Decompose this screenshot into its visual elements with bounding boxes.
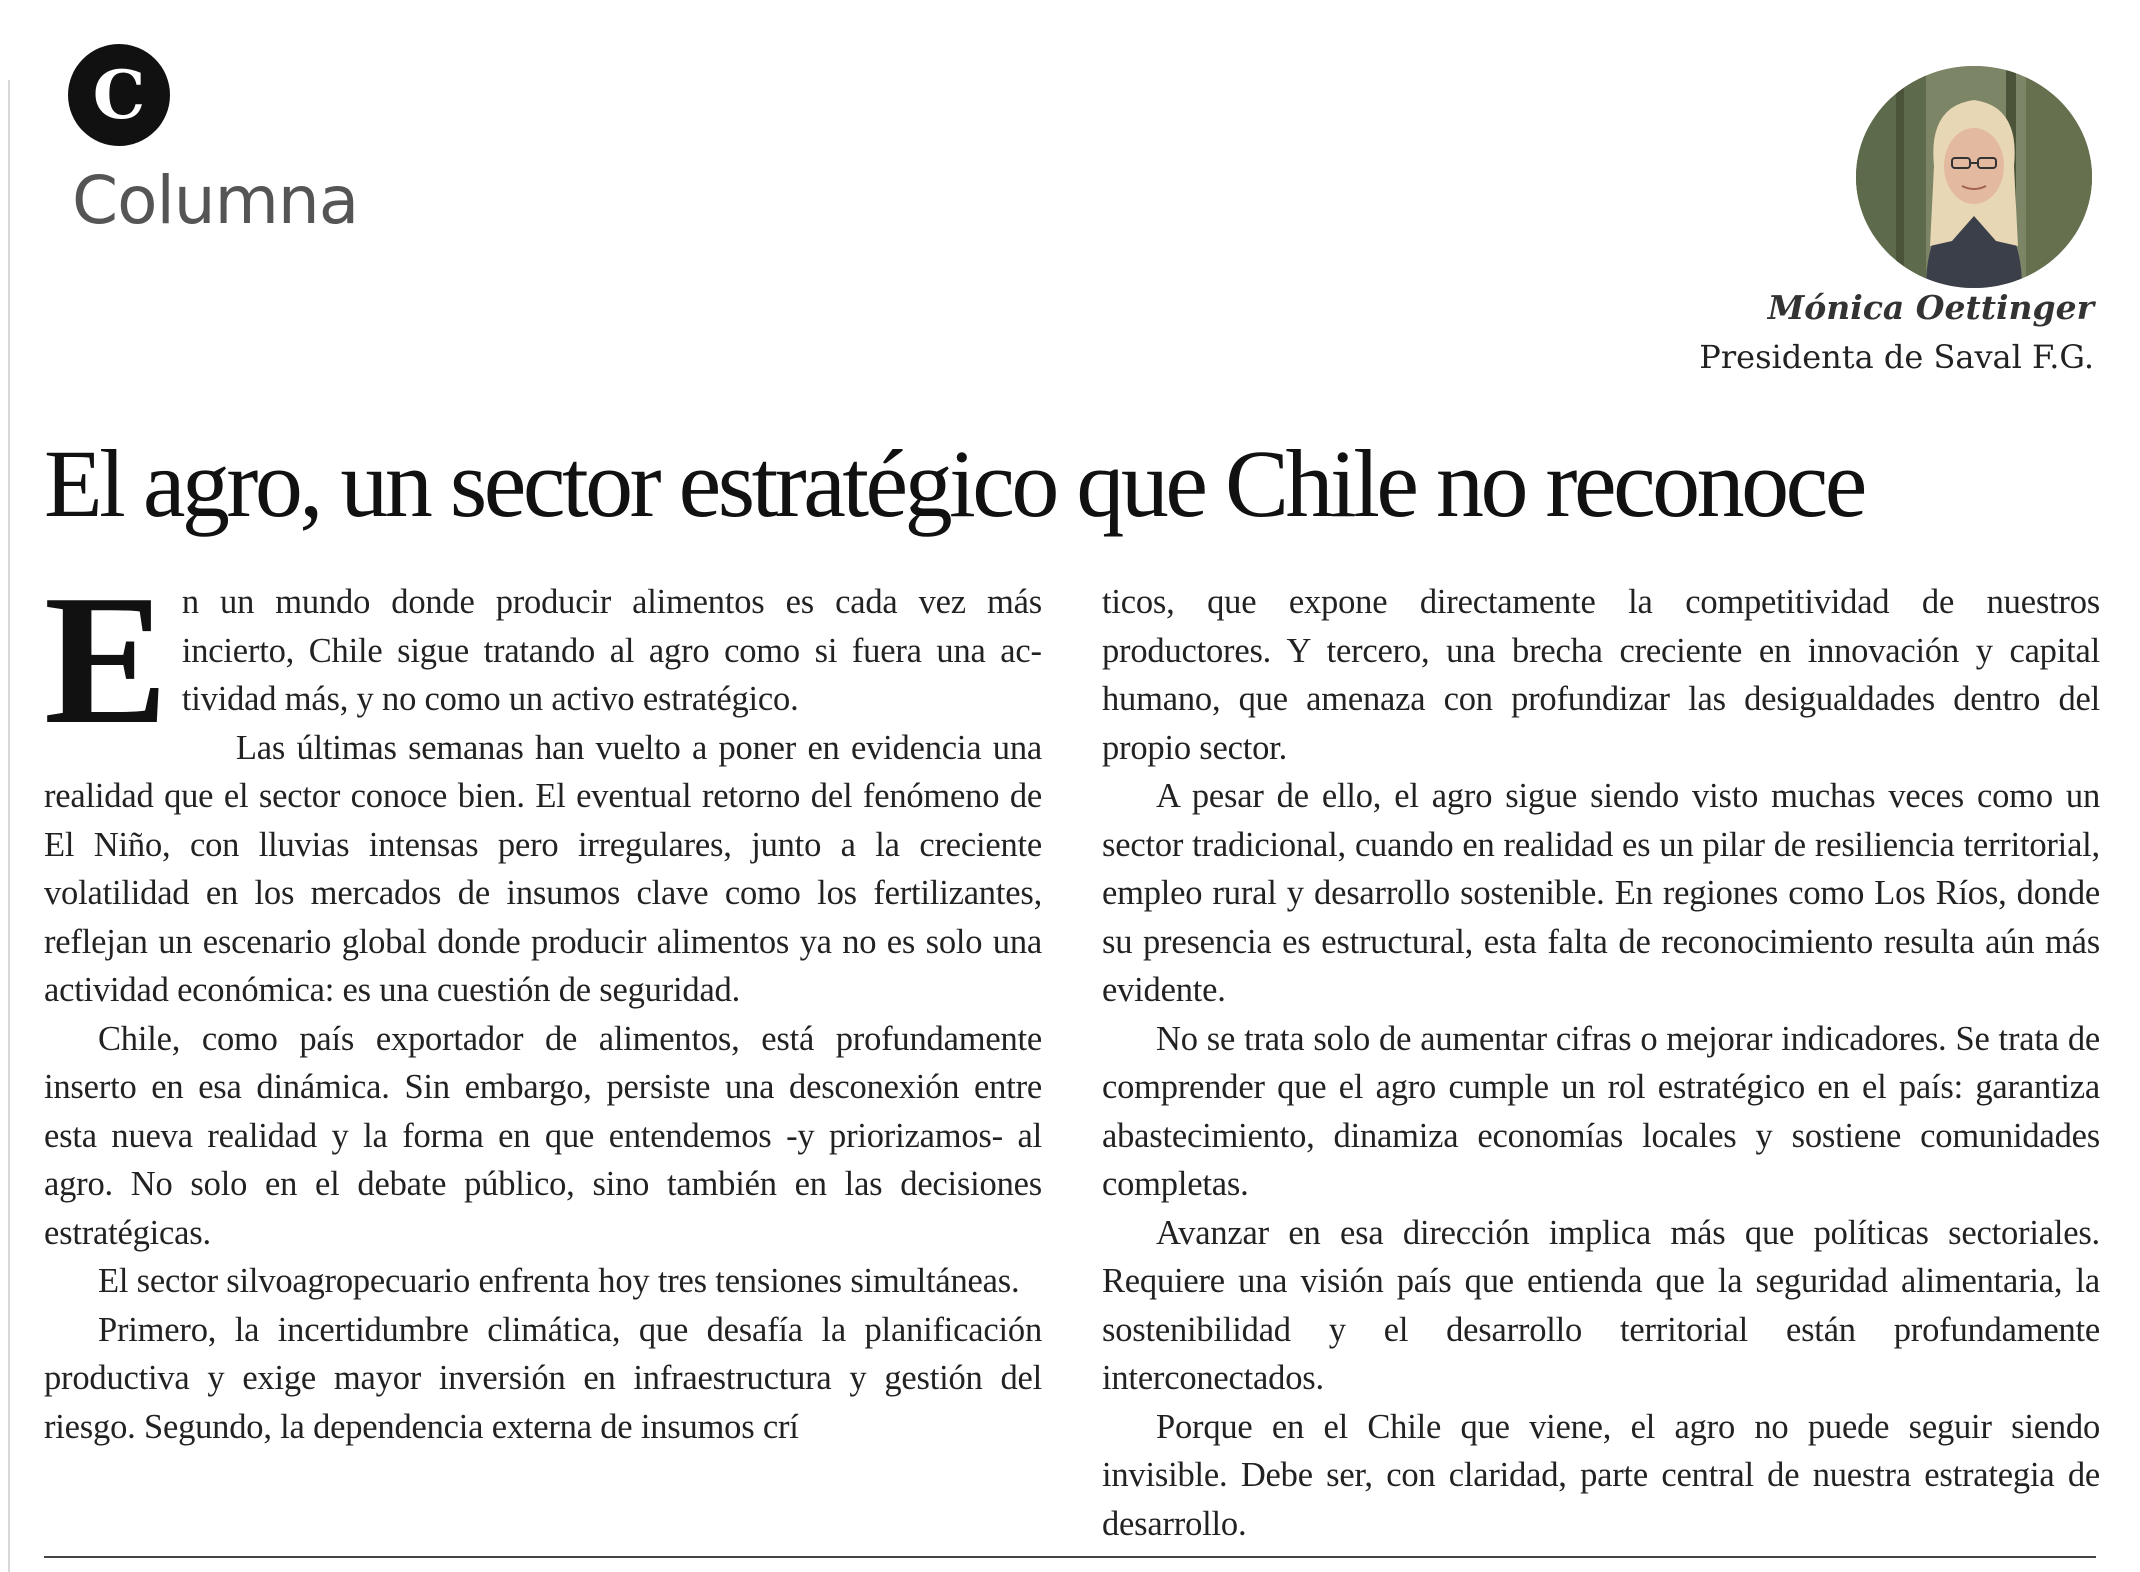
article-paragraph: ticos, que expone directamente la competitividad de nuestros productores. Y tercero, una brecha creciente en innovación y capital humano, que amenaza con profundizar las desigualdades dentro del propio sector. [1102, 583, 2100, 767]
author-name: Mónica Oettinger [1767, 288, 2094, 327]
section-badge [68, 44, 170, 146]
author-portrait-icon [1856, 66, 2092, 288]
article-paragraph: Chile, como país exportador de alimentos, está profundamente inserto en esa dinámica. Sin embargo, persiste una desconexión entre esta nueva realidad y la forma en que entendemos -y priorizamos- al agro. No solo en el debate público, sino también en las decisiones estratégicas. [44, 1019, 1042, 1252]
drop-cap: E [44, 557, 168, 763]
article-paragraph: Las últimas semanas han vuelto a poner en evidencia una realidad que el sector conoce bien. El eventual retorno del fenómeno de El Niño, con lluvias intensas pero irregulares, junto a la creciente volatilidad en los mercados de insumos clave como los fertilizantes, reflejan un escenario global donde producir alimentos ya no es solo una actividad económica: es una cuestión de seguridad. [44, 728, 1042, 1009]
article-column-left [44, 557, 1042, 1451]
headline: El agro, un sector estratégico que Chile no reconoce [44, 430, 1864, 537]
left-margin-rule [8, 80, 10, 1572]
article-paragraph: Porque en el Chile que viene, el agro no puede seguir siendo invisible. Debe ser, con claridad, parte central de nuestra estrategia de desarrollo. [1102, 1407, 2100, 1543]
article-paragraph: A pesar de ello, el agro sigue siendo visto muchas veces como un sector tradicional, cuando en realidad es un pilar de resiliencia territorial, empleo rural y desarrollo sostenible. En regiones como Los Ríos, donde su presencia es estructural, esta falta de reconocimiento resulta aún más evidente. [1102, 777, 2100, 1009]
bottom-rule [44, 1556, 2096, 1558]
author-photo [1856, 66, 2092, 288]
article-paragraph: No se trata solo de aumentar cifras o mejorar indicadores. Se trata de comprender que el agro cumple un rol estratégico en el país: garantiza abastecimiento, dinamiza economías locales y sostiene comunidades completas. [1102, 1019, 2100, 1203]
section-badge-letter: C [92, 56, 146, 134]
article-paragraph: Avanzar en esa dirección implica más que políticas sectoriales. Requiere una visión país que entienda que la seguridad alimentaria, la sostenibilidad y el desarrollo territorial están profundamente interconectados. [1102, 1213, 2100, 1397]
author-role: Presidenta de Saval F.G. [1699, 338, 2094, 376]
article-paragraph [44, 557, 1042, 763]
article-column-right [1102, 578, 2100, 1548]
article-paragraph: El sector silvoagropecuario enfrenta hoy tres tensiones simultáneas. [98, 1262, 1020, 1300]
article-paragraph: Primero, la incertidumbre climática, que desafía la planificación productiva y exige mayor inversión en infraestructura y gestión del riesgo. Segundo, la dependencia externa de insumos crí [44, 1310, 1042, 1446]
section-label: Columna [72, 162, 359, 239]
paragraph-text: n un mundo donde producir alimentos es cada vez más incierto, Chile sigue tratando al agro como si fuera una actividad más, y no como un activo estratégico. [181, 583, 1042, 718]
